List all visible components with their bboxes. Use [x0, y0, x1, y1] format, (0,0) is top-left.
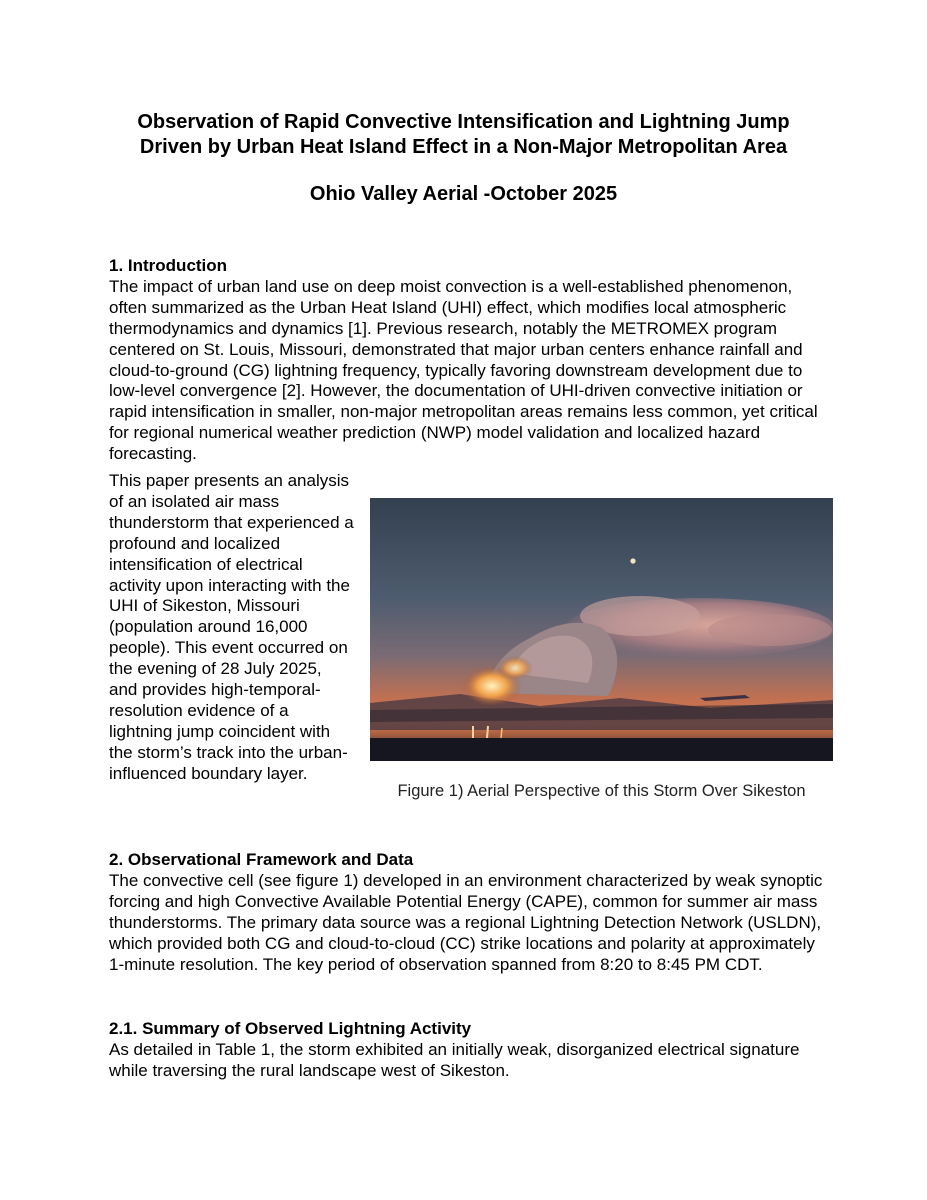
- figure-caption: Figure 1) Aerial Perspective of this Storm Over Sikeston: [397, 782, 806, 800]
- section-observational-framework: [109, 850, 829, 975]
- section-paragraph: As detailed in Table 1, the storm exhibited an initially weak, disorganized electrical signature while traversing the rural landscape west of Sikeston.: [109, 1039, 800, 1080]
- section-introduction-continued: [109, 471, 354, 785]
- section-lightning-summary: [109, 1019, 829, 1082]
- section-heading: 2. Observational Framework and Data: [109, 850, 414, 869]
- title-line-1: Observation of Rapid Convective Intensification and Lightning Jump: [137, 111, 790, 133]
- section-heading: 1. Introduction: [109, 256, 228, 275]
- paper-subtitle: Ohio Valley Aerial -October 2025: [309, 183, 618, 205]
- section-paragraph-wrapped: This paper presents an analysis of an isolated air mass thunderstorm that experienced a profound and localized intensification of electrical activity upon interacting with the UHI of Sikeston, Missouri (population around 16,000 people). This event occurred on the evening of 28 July 2025, and provides high-temporal-resolution evidence of a lightning jump coincident with the storm’s track into the urban-influenced boundary layer.: [109, 471, 354, 783]
- section-heading: 2.1. Summary of Observed Lightning Activity: [109, 1019, 472, 1038]
- section-paragraph: The convective cell (see figure 1) developed in an environment characterized by weak synoptic forcing and high Convective Available Potential Energy (CAPE), common for summer air mass thunderstorms. The primary data source was a regional Lightning Detection Network (USLDN), which provided both CG and cloud-to-cloud (CC) strike locations and polarity at approximately 1-minute resolution. The key period of observation spanned from 8:20 to 8:45 PM CDT.: [109, 870, 823, 974]
- section-paragraph: The impact of urban land use on deep moist convection is a well-established phenomenon, often summarized as the Urban Heat Island (UHI) effect, which modifies local atmospheric thermodynamics and dynamics [1]. Previous research, notably the METROMEX program centered on St. Louis, Missouri, demonstrated that major urban centers enhance rainfall and cloud-to-ground (CG) lightning frequency, typically favoring downstream development due to low-level convergence [2]. However, the documentation of UHI-driven convective initiation or rapid intensification in smaller, non-major metropolitan areas remains less common, yet critical for regional numerical weather prediction (NWP) model validation and localized hazard forecasting.: [109, 276, 818, 464]
- section-introduction: [109, 256, 829, 465]
- title-line-2: Driven by Urban Heat Island Effect in a Non-Major Metropolitan Area: [139, 136, 788, 158]
- figure-storm-photo: [370, 498, 833, 761]
- paper-title: [60, 110, 867, 160]
